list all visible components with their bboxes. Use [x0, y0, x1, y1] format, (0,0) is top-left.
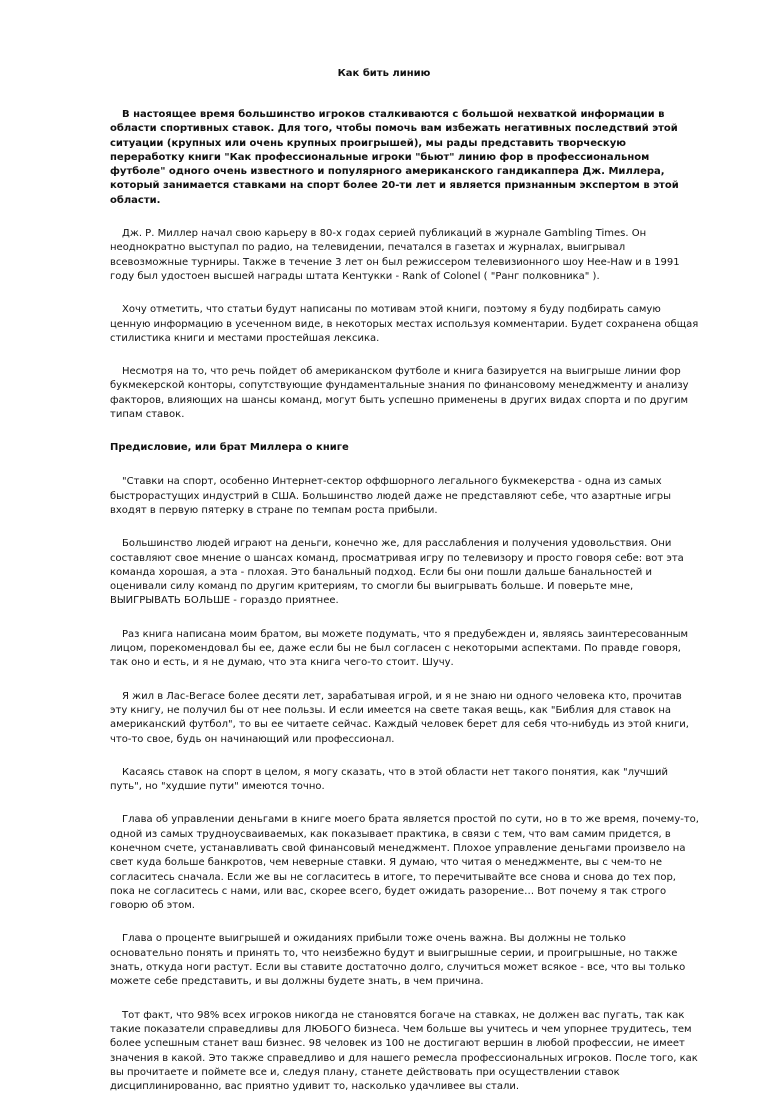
paragraph-articles-note: Хочу отметить, что статьи будут написаны по мотивам этой книги, поэтому я буду подбирать самую ценную информацию в усеченном виде, в некоторых местах используя комментарии. Будет сохранена общая стилистика книги и местами простейшая лексика. [110, 304, 699, 344]
intro-paragraph: В настоящее время большинство игроков сталкиваются с большой нехваткой информации в области спортивных ставок. Для того, чтобы помочь вам избежать негативных последствий этой ситуации (крупных или очень крупных проигрышей), мы рады представить творческую переработку книги "Как профессиональные игроки "бьют" линию фор в профессиональном футболе" одного очень известного и популярного американского гандикаппера Дж. Миллера, который занимается ставками на спорт более 20-ти лет и является признанным экспертом в этой области. [110, 109, 679, 206]
section-paragraph: Большинство людей играют на деньги, конечно же, для расслабления и получения удовольствия. Они составляют свое мнение о шансах команд, просматривая игру по телевизору и просто говоря себе: вот эта команда хорошая, а эта - плохая. Это банальный подход. Если бы они пошли дальше банальностей и оценивали силу команд по другим критериям, то смогли бы выигрывать больше. И поверьте мне, ВЫИГРЫВАТЬ БОЛЬШЕ - гораздо приятнее. [110, 538, 684, 607]
section-paragraph: Глава об управлении деньгами в книге моего брата является простой по сути, но в то же время, почему-то, одной из самых трудноусваиваемых, как показывает практика, в связи с тем, что вам самим придется, в конечном счете, устанавливать свой финансовый менеджмент. Плохое управление деньгами произвело на свет куда больше банкротов, чем неверные ставки. Я думаю, что читая о менеджменте, вы с чем-то не согласитесь сначала. Если же вы не согласитесь в итоге, то перечитывайте все снова и снова до тех пор, пока не согласитесь с нами, или вас, скорее всего, будет ожидать разорение… Вот почему я так строго говорю об этом. [110, 814, 699, 912]
section-paragraph: Глава о проценте выигрышей и ожиданиях прибыли тоже очень важна. Вы должны не только основательно понять и принять то, что неизбежно будут и выигрышные серии, и проигрышные, но также знать, откуда ноги растут. Если вы ставите достаточно долго, случиться может всякое - все, что вы только можете себе представить, и вы должны будете знать, в чем причина. [110, 933, 686, 988]
section-heading: Предисловие, или брат Миллера о книге [110, 442, 349, 454]
document-title: Как бить линию [337, 68, 431, 79]
paragraph-miller-career: Дж. Р. Миллер начал свою карьеру в 80-х годах серией публикаций в журнале Gambling Times. Он неоднократно выступал по радио, на телевидении, печатался в газетах и журналах, выигрывал всевозможные турниры. Также в течение 3 лет он был режиссером телевизионного шоу Hee-Haw и в 1991 году был удостоен высшей награды штата Кентукки - Rank of Colonel ( "Ранг полковника" ). [110, 228, 680, 282]
section-paragraph: Тот факт, что 98% всех игроков никогда не становятся богаче на ставках, не должен вас пугать, так как такие показатели справедливы для ЛЮБОГО бизнеса. Чем больше вы учитесь и чем упорнее трудитесь, тем более успешным станет ваш бизнес. 98 человек из 100 не достигают вершин в любой профессии, не имеет значения в какой. Это также справедливо и для нашего ремесла профессиональных игроков. После того, как вы прочитаете и поймете все и, следуя плану, станете действовать при осуществлении ставок дисциплинированно, вас приятно удивит то, насколько удачливее вы стали. [110, 1009, 698, 1093]
section-paragraph: Я жил в Лас-Вегасе более десяти лет, зарабатывая игрой, и я не знаю ни одного человека кто, прочитав эту книгу, не получил бы от нее пользы. И если имеется на свете такая вещь, как "Библия для ставок на американский футбол", то вы ее читаете сейчас. Каждый человек берет для себя что-нибудь из этой книги, что-то свое, будь он начинающий или профессионал. [110, 690, 689, 745]
document-body [110, 108, 700, 1094]
section-paragraph: "Ставки на спорт, особенно Интернет-сектор оффшорного легального букмекерства - одна из самых быстрорастущих индустрий в США. Большинство людей даже не представляют себе, что азартные игры входят в первую пятерку в стране по темпам роста прибыли. [110, 476, 672, 516]
section-paragraph: Касаясь ставок на спорт в целом, я могу сказать, что в этой области нет такого понятия, как "лучший путь", но "худшие пути" имеются точно. [110, 766, 668, 793]
section-paragraph: Раз книга написана моим братом, вы можете подумать, что я предубежден и, являясь заинтересованным лицом, порекомендовал бы ее, даже если бы не был согласен с некоторыми аспектами. По правде говоря, так оно и есть, и я не думаю, что эта книга чего-то стоит. Шучу. [110, 628, 689, 669]
paragraph-applicability: Несмотря на то, что речь пойдет об американском футболе и книга базируется на выигрыше линии фор букмекерской конторы, сопутствующие фундаментальные знания по финансовому менеджменту и анализу факторов, влияющих на шансы команд, могут быть успешно применены в других видах спорта и по другим типам ставок. [110, 366, 689, 421]
